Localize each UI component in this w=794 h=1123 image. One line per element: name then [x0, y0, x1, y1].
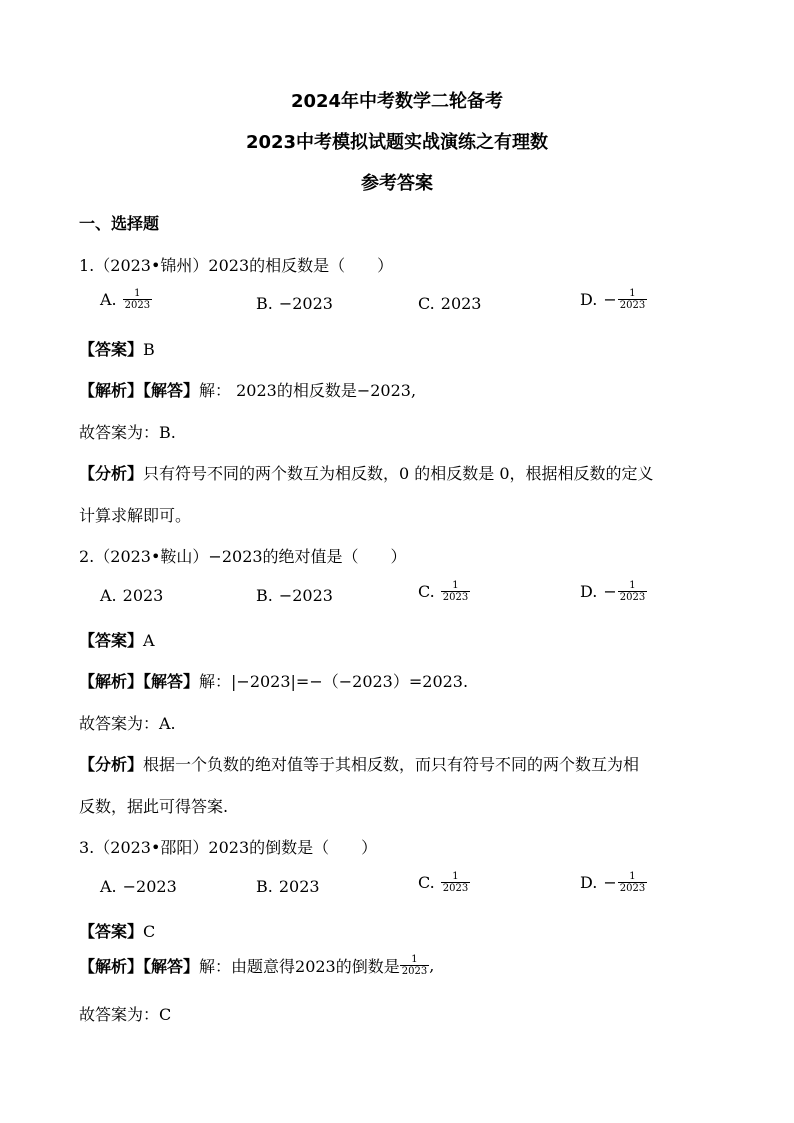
q3-option-d — [580, 871, 647, 894]
q1-analysis — [79, 378, 416, 401]
q2-option-a — [100, 586, 163, 605]
option-label: A. — [100, 877, 117, 896]
denominator: 2023 — [124, 300, 151, 311]
denominator: 2023 — [442, 883, 469, 894]
answer-tag: 【答案】 — [79, 631, 144, 650]
option-value: −2023 — [278, 586, 333, 605]
option-label: D. — [580, 290, 598, 309]
option-label: C. — [418, 582, 435, 601]
q2-option-d — [580, 580, 647, 603]
option-label: B. — [256, 294, 273, 313]
answer-value: A — [143, 631, 155, 650]
answer-value: B — [143, 340, 155, 359]
answer-value: C — [143, 922, 156, 941]
denominator: 2023 — [619, 883, 646, 894]
denominator: 2023 — [619, 300, 646, 311]
analysis-text: 解：由题意得2023的倒数是 — [199, 957, 400, 976]
denominator: 2023 — [619, 592, 646, 603]
fraction — [441, 871, 470, 894]
q1-option-a — [100, 288, 152, 311]
q1-answer — [79, 337, 155, 360]
numerator: 1 — [452, 580, 459, 591]
q3-option-c — [418, 871, 470, 894]
option-label: B. — [256, 877, 273, 896]
doc-title: 2024年中考数学二轮备考 — [290, 91, 504, 112]
q1-note-cont: 计算求解即可。 — [79, 506, 192, 525]
option-label: D. — [580, 582, 598, 601]
q2-answer — [79, 628, 155, 651]
note-text: 只有符号不同的两个数互为相反数，0 的相反数是 0，根据相反数的定义 — [143, 464, 654, 483]
option-label: B. — [256, 586, 273, 605]
q3-option-b — [256, 877, 320, 896]
option-label: D. — [580, 873, 598, 892]
numerator: 1 — [411, 954, 418, 965]
q2-note-cont: 反数，据此可得答案. — [79, 797, 229, 816]
section-heading: 一、选择题 — [79, 214, 160, 233]
q2-conclusion: 故答案为：A. — [79, 714, 176, 733]
option-value: 2023 — [440, 294, 482, 313]
minus-sign: − — [603, 582, 617, 601]
fraction — [441, 580, 470, 603]
fraction — [618, 580, 647, 603]
fraction — [400, 954, 429, 977]
q1-option-d — [580, 288, 647, 311]
q2-option-c — [418, 580, 470, 603]
analysis-text: 解： 2023的相反数是−2023, — [199, 381, 417, 400]
q1-note — [79, 461, 654, 484]
q2-analysis — [79, 669, 468, 692]
option-label: A. — [100, 290, 117, 309]
q3-analysis — [79, 954, 434, 977]
option-label: C. — [418, 294, 435, 313]
question-1-stem: 1.（2023•锦州）2023的相反数是（ ） — [79, 256, 394, 275]
question-3-stem: 3.（2023•邵阳）2023的倒数是（ ） — [79, 838, 378, 857]
analysis-text: 解：|−2023|=−（−2023）=2023. — [199, 672, 469, 691]
q3-option-a — [100, 877, 177, 896]
option-value: 2023 — [278, 877, 320, 896]
q3-conclusion: 故答案为：C — [79, 1005, 172, 1024]
q2-note — [79, 752, 639, 775]
analysis-tag: 【解析】【解答】 — [79, 672, 200, 691]
q1-conclusion: 故答案为：B. — [79, 423, 176, 442]
option-value: −2023 — [278, 294, 333, 313]
minus-sign: − — [603, 290, 617, 309]
fraction — [123, 288, 152, 311]
question-2-stem: 2.（2023•鞍山）−2023的绝对值是（ ） — [79, 547, 407, 566]
note-text: 根据一个负数的绝对值等于其相反数，而只有符号不同的两个数互为相 — [143, 755, 640, 774]
answer-tag: 【答案】 — [79, 340, 144, 359]
analysis-end: , — [429, 956, 435, 975]
q1-option-b — [256, 294, 333, 313]
fraction — [618, 871, 647, 894]
note-tag: 【分析】 — [79, 464, 144, 483]
q3-answer — [79, 919, 155, 942]
analysis-tag: 【解析】【解答】 — [79, 957, 200, 976]
option-value: −2023 — [122, 877, 177, 896]
denominator: 2023 — [442, 592, 469, 603]
fraction — [618, 288, 647, 311]
option-value: 2023 — [122, 586, 164, 605]
numerator: 1 — [629, 288, 636, 299]
numerator: 1 — [452, 871, 459, 882]
numerator: 1 — [629, 871, 636, 882]
doc-answer-heading: 参考答案 — [361, 173, 433, 194]
minus-sign: − — [603, 873, 617, 892]
option-label: A. — [100, 586, 117, 605]
doc-subtitle: 2023中考模拟试题实战演练之有理数 — [245, 132, 549, 153]
option-label: C. — [418, 873, 435, 892]
q1-option-c — [418, 294, 481, 313]
answer-tag: 【答案】 — [79, 922, 144, 941]
numerator: 1 — [629, 580, 636, 591]
note-tag: 【分析】 — [79, 755, 144, 774]
q2-option-b — [256, 586, 333, 605]
numerator: 1 — [134, 288, 141, 299]
analysis-tag: 【解析】【解答】 — [79, 381, 200, 400]
denominator: 2023 — [401, 966, 428, 977]
